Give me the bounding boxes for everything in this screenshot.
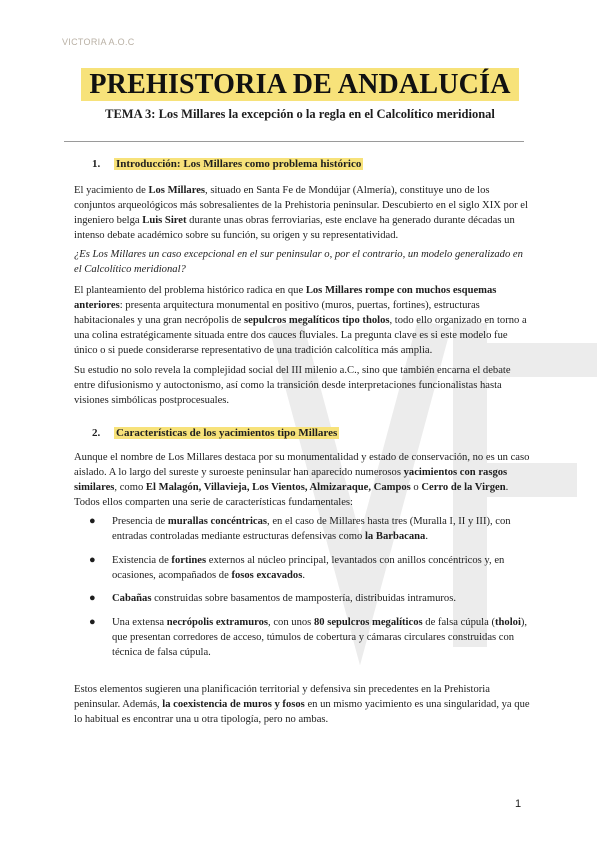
section-number: 1. xyxy=(92,158,101,170)
section-title: Características de los yacimientos tipo Millares xyxy=(116,427,338,439)
document-subtitle: TEMA 3: Los Millares la excepción o la regla en el Calcolítico meridional xyxy=(105,107,495,121)
paragraph-intro: El yacimiento de Los Millares, situado en Santa Fe de Mondújar (Almería), constituye uno de los conjuntos arqueológicos más sobresalientes de la Prehistoria peninsular. Descubierto en el siglo XIX por el ingeniero belga Luis Siret durante unas obras ferroviarias, este enclave ha generado durante décadas un intenso debate académico sobre su función, su origen y su representatividad. xyxy=(74,185,528,241)
section-heading-1 xyxy=(92,158,363,170)
list-item: ● Existencia de fortines externos al núcleo principal, levantados con anillos concéntricos y, en ocasiones, acompañados de fosos excavados. xyxy=(89,554,505,581)
bullet-icon: ● xyxy=(89,515,96,527)
section-number: 2. xyxy=(92,427,101,439)
list-item: ● Cabañas construidas sobre basamentos de mampostería, distribuidas intramuros. xyxy=(89,592,456,604)
handwritten-author-note: VICTORIA A.O.C xyxy=(62,37,135,47)
paragraph-debate: Su estudio no solo revela la complejidad social del III milenio a.C., sino que también encarna el debate entre difusionismo y autoctonismo, así como la transición desde interpretaciones funcionalistas hasta visiones simbólicas postprocesuales. xyxy=(74,365,511,406)
title-divider xyxy=(64,141,524,142)
paragraph-sites: Aunque el nombre de Los Millares destaca por su monumentalidad y estado de conservación, no es un caso aislado. A lo largo del sureste y suroeste peninsular han aparecido numerosos yacimientos con rasgos similares, como El Malagón, Villavieja, Los Vientos, Almizaraque, Campos o Cerro de la Virgen. Todos ellos comparten una serie de características fundamentales: xyxy=(74,452,530,508)
section-title: Introducción: Los Millares como problema histórico xyxy=(116,158,362,170)
paragraph-problem: El planteamiento del problema histórico radica en que Los Millares rompe con muchos esquemas anteriores: presenta arquitectura monumental en positivo (muros, puertas, fortines), estructuras habitacionales y una gran necrópolis de sepulcros megalíticos tipo tholos, todo ello organizado en torno a una colina estratégicamente situada entre dos cauces fluviales. La pregunta clave es si este modelo fue único o si puede considerarse representativo de una tradición calcolítica más amplia. xyxy=(74,285,527,356)
section-heading-2 xyxy=(92,427,339,439)
bullet-icon: ● xyxy=(89,616,96,628)
bullet-icon: ● xyxy=(89,554,96,566)
bullet-icon: ● xyxy=(89,592,96,604)
document-title: PREHISTORIA DE ANDALUCÍA xyxy=(81,68,518,101)
list-item: ● Presencia de murallas concéntricas, en el caso de Millares hasta tres (Muralla I, II y III), con entradas controladas mediante estructuras defensivas como la Barbacana. xyxy=(89,515,511,542)
list-item: ● Una extensa necrópolis extramuros, con unos 80 sepulcros megalíticos de falsa cúpula (tholoi), que presentan corredores de acceso, túmulos de cobertura y cámaras circulares construidas con técnica de falsa cúpula. xyxy=(89,616,528,658)
page-number: 1 xyxy=(515,798,522,810)
paragraph-conclusion: Estos elementos sugieren una planificación territorial y defensiva sin precedentes en la Prehistoria peninsular. Además, la coexistencia de muros y fosos en un mismo yacimiento es una singularidad, ya que lo habitual es encontrar una u otra tipología, pero no ambas. xyxy=(74,684,530,725)
research-question: ¿Es Los Millares un caso excepcional en el sur peninsular o, por el contrario, un modelo generalizado en el Calcolítico meridional? xyxy=(74,249,523,275)
